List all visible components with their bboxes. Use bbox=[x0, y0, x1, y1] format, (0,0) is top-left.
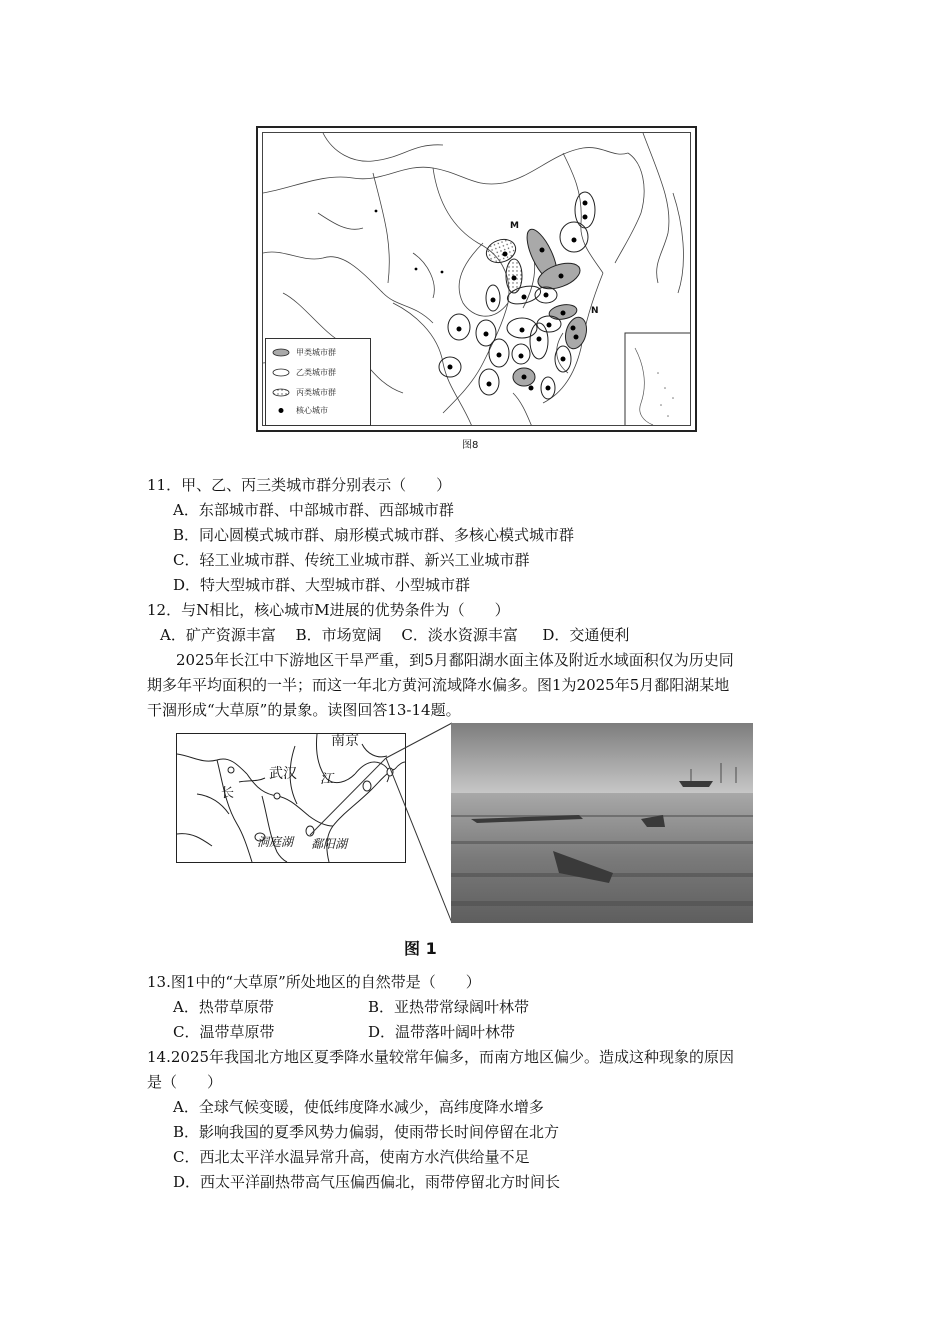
figure-1-connector bbox=[300, 700, 460, 930]
q12-stem: 12．与N相比，核心城市M进展的优势条件为（ ） bbox=[147, 601, 510, 619]
q14-option-b: B．影响我国的夏季风势力偏弱，使雨带长时间停留在北方 bbox=[173, 1123, 560, 1141]
q11-option-d: D．特大型城市群、大型城市群、小型城市群 bbox=[173, 576, 471, 594]
q13-option-a: A．热带草原带 bbox=[173, 998, 274, 1016]
q13-stem: 13.图1中的“大草原”所处地区的自然带是（ ） bbox=[147, 973, 481, 991]
label-river-chang: 长 bbox=[221, 786, 235, 801]
dried-lake-grassland-photo bbox=[451, 723, 753, 923]
label-wuhan: 武汉 bbox=[269, 766, 297, 782]
label-n: N bbox=[591, 306, 599, 316]
legend-class-c-label: 丙类城市群 bbox=[296, 387, 336, 397]
figure-8-legend bbox=[265, 338, 371, 426]
q14-option-d: D．西太平洋副热带高气压偏西偏北，雨带停留北方时间长 bbox=[173, 1173, 561, 1191]
label-dongting: 洞庭湖 bbox=[257, 835, 294, 849]
passage-line-3: 干涸形成“大草原”的景象。读图回答13-14题。 bbox=[147, 701, 461, 719]
q13-option-d: D．温带落叶阔叶林带 bbox=[368, 1023, 516, 1041]
legend-core-city-label: 核心城市 bbox=[296, 405, 328, 415]
legend-class-b-label: 乙类城市群 bbox=[296, 367, 336, 377]
label-poyang: 鄱阳湖 bbox=[311, 837, 348, 851]
q11-stem: 11．甲、乙、丙三类城市群分别表示（ ） bbox=[147, 476, 452, 494]
legend-class-a bbox=[272, 345, 336, 359]
q14-stem-line-1: 14.2025年我国北方地区夏季降水量较常年偏多，而南方地区偏少。造成这种现象的原因 bbox=[147, 1048, 735, 1066]
passage-line-2: 期多年平均面积的一半；而这一年北方黄河流域降水偏多。图1为2025年5月鄱阳湖某地 bbox=[147, 676, 730, 694]
figure-8-caption: 图8 bbox=[462, 440, 479, 451]
label-nanjing: 南京 bbox=[331, 733, 359, 749]
q14-option-a: A．全球气候变暖，使低纬度降水减少，高纬度降水增多 bbox=[173, 1098, 544, 1116]
passage-line-1: 2025年长江中下游地区干旱严重，到5月鄱阳湖水面主体及附近水域面积仅为历史同 bbox=[176, 651, 734, 669]
legend-class-c bbox=[272, 385, 336, 399]
label-river-jiang: 江 bbox=[320, 772, 334, 787]
label-m: M bbox=[510, 221, 519, 231]
q13-option-b: B．亚热带常绿阔叶林带 bbox=[368, 998, 530, 1016]
q12-options: A．矿产资源丰富 B．市场宽阔 C．淡水资源丰富 D．交通便利 bbox=[160, 626, 630, 644]
figure-1-caption: 图 1 bbox=[404, 939, 437, 958]
q11-option-b: B．同心圆模式城市群、扇形模式城市群、多核心模式城市群 bbox=[173, 526, 575, 544]
legend-class-a-label: 甲类城市群 bbox=[296, 347, 336, 357]
legend-class-b bbox=[272, 365, 336, 379]
figure-1-photo bbox=[451, 723, 753, 923]
q11-option-a: A．东部城市群、中部城市群、西部城市群 bbox=[173, 501, 454, 519]
legend-core-city bbox=[272, 403, 328, 417]
q11-option-c: C．轻工业城市群、传统工业城市群、新兴工业城市群 bbox=[173, 551, 530, 569]
q14-stem-line-2: 是（ ） bbox=[147, 1073, 223, 1091]
q13-option-c: C．温带草原带 bbox=[173, 1023, 275, 1041]
q14-option-c: C．西北太平洋水温异常升高，使南方水汽供给量不足 bbox=[173, 1148, 530, 1166]
